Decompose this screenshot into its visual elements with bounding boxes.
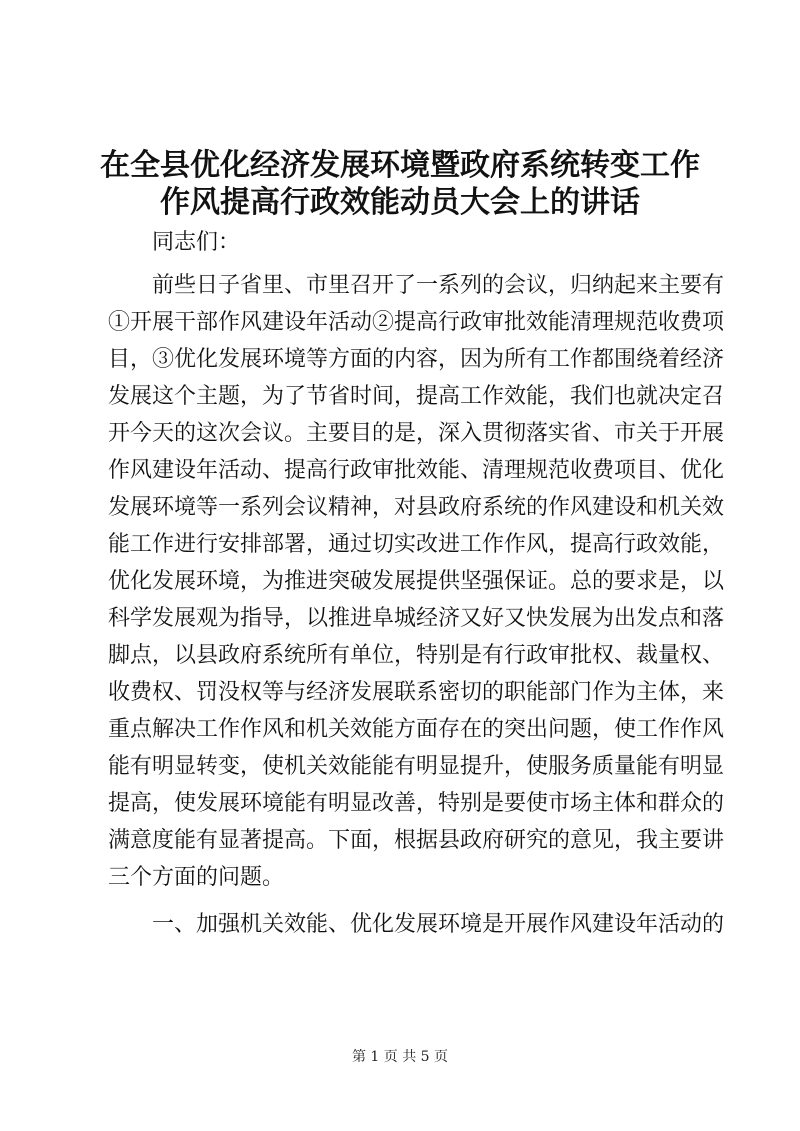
paragraph-line: 收费权、罚没权等与经济发展联系密切的职能部门作为主体，来 xyxy=(108,680,725,705)
paragraph-line: 能工作进行安排部署，通过切实改进工作作风，提高行政效能， xyxy=(108,532,725,557)
paragraph-line: 脚点，以县政府系统所有单位，特别是有行政审批权、裁量权、 xyxy=(108,643,725,668)
paragraph-line: 能有明显转变，使机关效能能有明显提升，使服务质量能有明显 xyxy=(108,754,725,779)
paragraph-line: 发展环境等一系列会议精神，对县政府系统的作风建设和机关效 xyxy=(108,495,725,520)
paragraph-line: 优化发展环境，为推进突破发展提供坚强保证。总的要求是，以 xyxy=(108,569,725,594)
page-indicator: 第 1 页 共 5 页 xyxy=(351,1049,449,1065)
paragraph-line: 三个方面的问题。 xyxy=(108,865,285,890)
paragraph-line: 提高，使发展环境能有明显改善，特别是要使市场主体和群众的 xyxy=(108,791,725,816)
paragraph-line: 满意度能有显著提高。下面，根据县政府研究的意见，我主要讲 xyxy=(108,828,725,853)
title-line-2: 作风提高行政效能动员大会上的讲话 xyxy=(160,185,640,220)
paragraph-line: 发展这个主题，为了节省时间，提高工作效能，我们也就决定召 xyxy=(108,384,725,409)
salutation: 同志们： xyxy=(152,230,241,255)
paragraph-line: 科学发展观为指导，以推进阜城经济又好又快发展为出发点和落 xyxy=(108,606,725,631)
paragraph-line: 开今天的这次会议。主要目的是，深入贯彻落实省、市关于开展 xyxy=(108,421,725,446)
paragraph-line: 重点解决工作作风和机关效能方面存在的突出问题，使工作作风 xyxy=(108,717,725,742)
paragraph-line: 前些日子省里、市里召开了一系列的会议，归纳起来主要有 xyxy=(152,273,725,298)
paragraph-line: 目，③优化发展环境等方面的内容，因为所有工作都围绕着经济 xyxy=(108,347,725,372)
title-line-1: 在全县优化经济发展环境暨政府系统转变工作 xyxy=(100,148,700,183)
paragraph-line: 作风建设年活动、提高行政审批效能、清理规范收费项目、优化 xyxy=(108,458,725,483)
paragraph-line: ①开展干部作风建设年活动②提高行政审批效能清理规范收费项 xyxy=(108,310,725,335)
section-1-heading: 一、加强机关效能、优化发展环境是开展作风建设年活动的 xyxy=(152,912,725,937)
page-footer xyxy=(0,1048,800,1066)
